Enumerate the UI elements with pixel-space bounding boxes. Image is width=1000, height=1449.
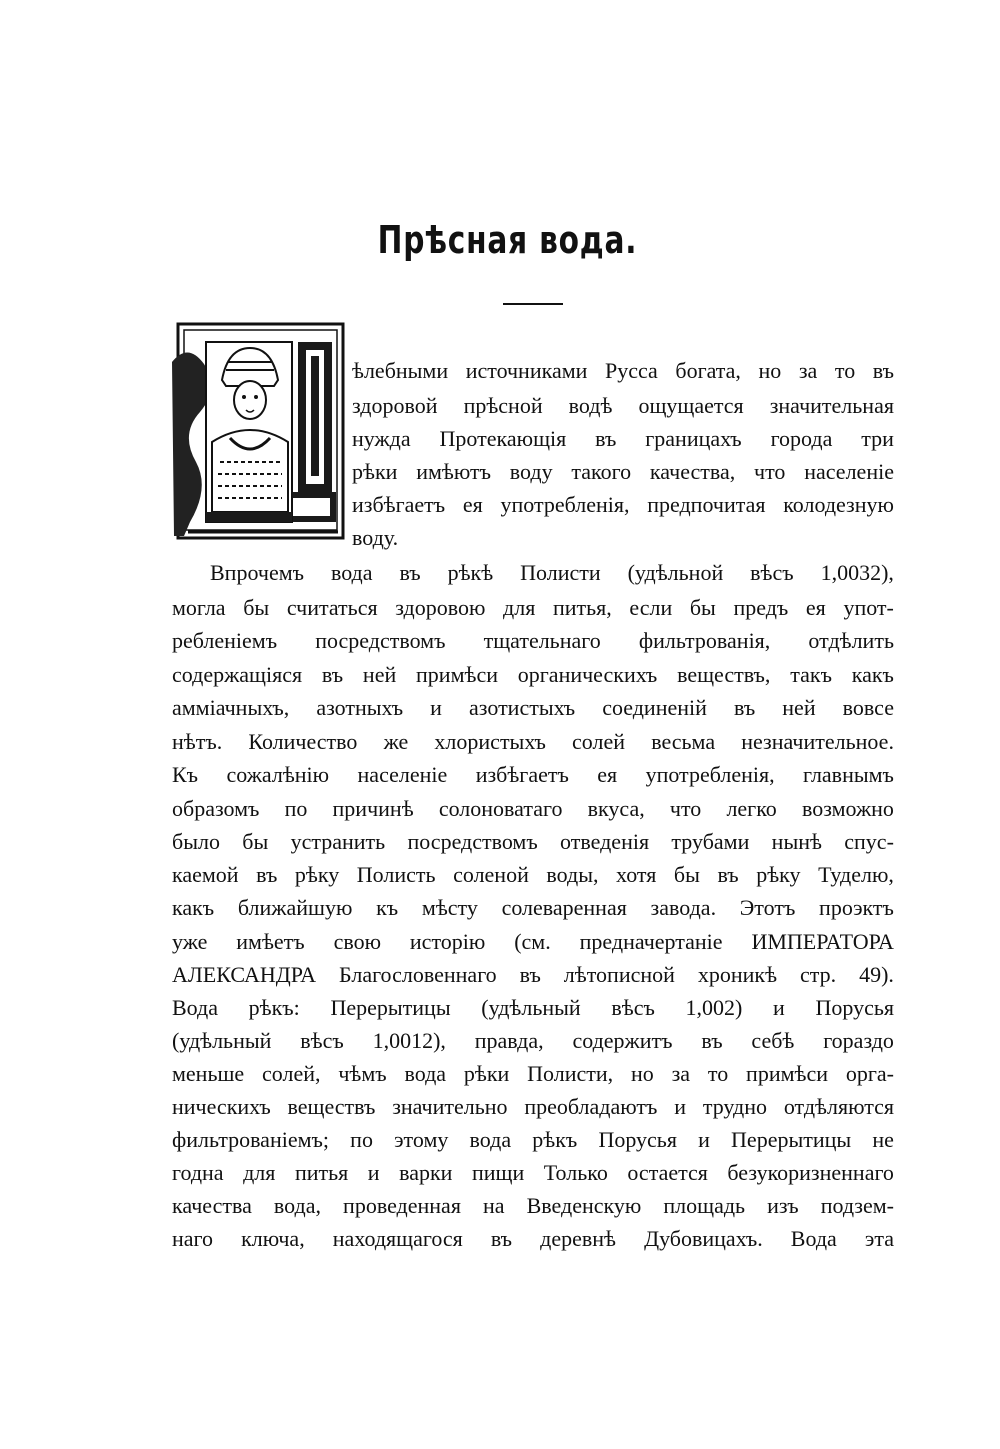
body-line-9: было бы устранить посредствомъ отведенія трубами нынѣ спус- [172,829,894,854]
decorated-initial-illustration [170,322,345,540]
body-line-19: годна для питья и варки пищи Только остается безукоризненнаго [172,1160,894,1185]
title-divider [503,303,563,305]
page-title: Прѣсная вода. [377,218,638,262]
intro-line-5: избѣгаетъ ея употребленія, предпочитая колодезную [352,492,894,517]
body-line-15: (удѣльный вѣсъ 1,0012), правда, содержитъ въ себѣ гораздо [172,1028,894,1053]
body-line-11: какъ ближайшую къ мѣсту солеваренная завода. Этотъ проэктъ [172,895,894,920]
intro-line-3: нужда Протекающія въ границахъ города три [352,426,894,451]
body-line-12: уже имѣетъ свою исторію (см. предначертаніе ИМПЕРАТОРА [172,929,894,954]
intro-line-4: рѣки имѣютъ воду такого качества, что населеніе [352,459,894,484]
body-line-14: Вода рѣкъ: Перерытицы (удѣльный вѣсъ 1,002) и Порусья [172,995,894,1020]
body-line-18: фильтрованіемъ; по этому вода рѣкъ Порусья и Перерытицы не [172,1127,894,1152]
intro-line-2: здоровой прѣсной водѣ ощущается значительная [352,393,894,418]
body-line-13: АЛЕКСАНДРА Благословеннаго въ лѣтописной хроникѣ стр. 49). [172,962,894,987]
body-line-7: Къ сожалѣнію населеніе избѣгаетъ ея употребленія, главнымъ [172,762,894,787]
body-line-8: образомъ по причинѣ солоноватаго вкуса, что легко возможно [172,796,894,821]
intro-line-1: ѣлебными источниками Русса богата, но за то въ [352,358,894,383]
body-line-3: ребленіемъ посредствомъ тщательнаго фильтрованія, отдѣлить [172,628,894,653]
body-line-21: наго ключа, находящагося въ деревнѣ Дубовицахъ. Вода эта [172,1226,894,1251]
body-line-4: содержащіяся въ ней примѣси органическихъ веществъ, такъ какъ [172,662,894,687]
body-line-17: ническихъ веществъ значительно преобладаютъ и трудно отдѣляются [172,1094,894,1119]
body-line-2: могла бы считаться здоровою для питья, если бы предъ ея упот- [172,595,894,620]
body-line-10: каемой въ рѣку Полисть соленой воды, хотя бы въ рѣку Туделю, [172,862,894,887]
body-line-16: меньше солей, чѣмъ вода рѣки Полисти, но за то примѣси орга- [172,1061,894,1086]
intro-line-6: воду. [352,525,399,550]
body-line-1: Впрочемъ вода въ рѣкѣ Полисти (удѣльной вѣсъ 1,0032), [210,560,894,585]
body-line-6: нѣтъ. Количество же хлористыхъ солей весьма незначительное. [172,729,894,754]
body-line-20: качества вода, проведенная на Введенскую площадь изъ подзем- [172,1193,894,1218]
body-line-5: амміачныхъ, азотныхъ и азотистыхъ соединеній въ ней вовсе [172,695,894,720]
